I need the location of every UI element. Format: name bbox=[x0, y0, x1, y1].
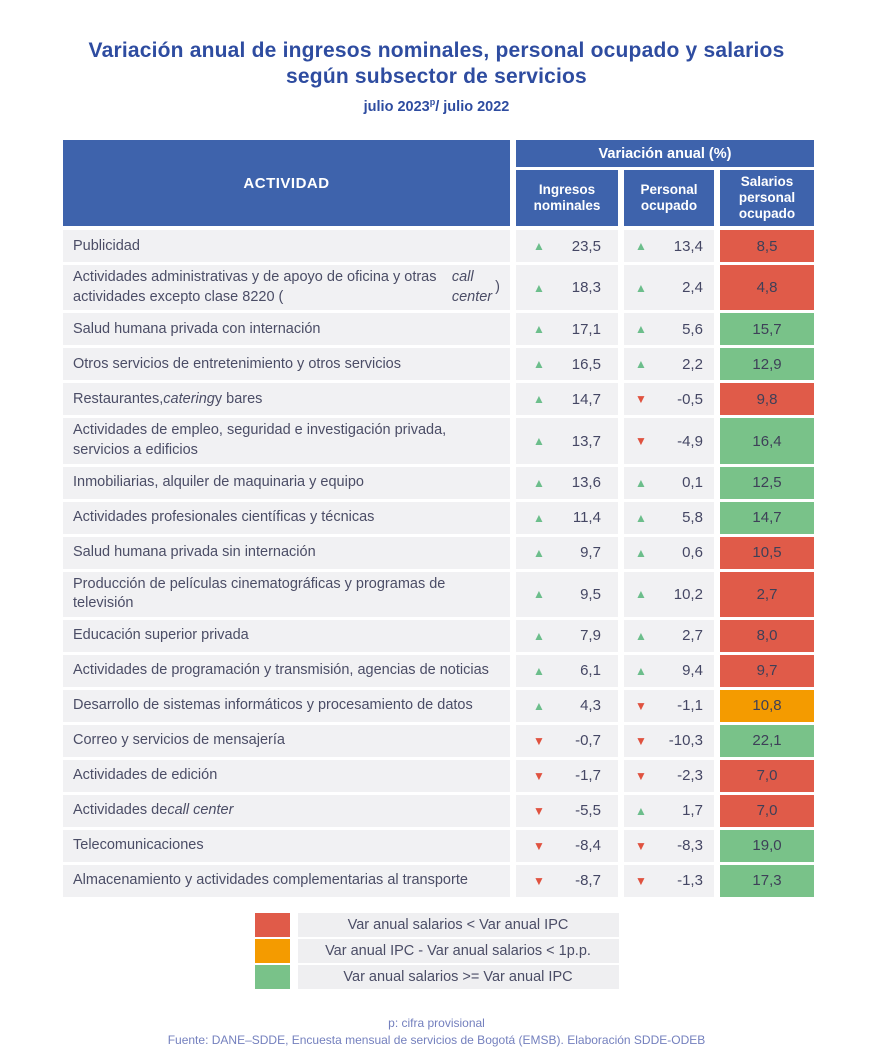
salarios-value: 22,1 bbox=[752, 732, 782, 750]
salarios-value: 8,5 bbox=[756, 237, 778, 255]
provisional-superscript: p bbox=[429, 96, 436, 107]
salarios-value: 15,7 bbox=[752, 320, 782, 338]
variation-table bbox=[63, 140, 814, 896]
salarios-value: 9,7 bbox=[756, 662, 778, 680]
salarios-cell bbox=[720, 502, 814, 534]
table-header bbox=[63, 140, 814, 226]
personal-value: 10,2 bbox=[673, 585, 703, 603]
activity-cell bbox=[63, 865, 510, 897]
activity-cell bbox=[63, 572, 510, 617]
ingresos-cell bbox=[516, 348, 618, 380]
activity-text: Telecomunicaciones bbox=[73, 836, 204, 853]
ingresos-value: 13,7 bbox=[571, 432, 601, 450]
salarios-value: 7,0 bbox=[756, 802, 778, 820]
salarios-cell bbox=[720, 725, 814, 757]
ingresos-value: -1,7 bbox=[575, 767, 601, 785]
salarios-value: 7,0 bbox=[756, 767, 778, 785]
footer-source: Fuente: DANE–SDDE, Encuesta mensual de servicios de Bogotá (EMSB). Elaboración SDDE-ODEB bbox=[167, 1033, 706, 1048]
ingresos-cell bbox=[516, 418, 618, 463]
activity-text: Actividades profesionales científicas y técnicas bbox=[73, 508, 375, 525]
arrow-up-icon: ▲ bbox=[635, 510, 647, 525]
salarios-value: 2,7 bbox=[756, 585, 778, 603]
arrow-down-icon: ▼ bbox=[635, 838, 647, 853]
ingresos-cell bbox=[516, 537, 618, 569]
arrow-up-icon: ▲ bbox=[533, 322, 545, 337]
ingresos-value: 6,1 bbox=[580, 662, 601, 680]
arrow-up-icon: ▲ bbox=[533, 545, 545, 560]
ingresos-value: 18,3 bbox=[571, 279, 601, 297]
legend-red-swatch-icon bbox=[255, 913, 290, 937]
activity-text: Actividades de edición bbox=[73, 766, 218, 783]
salarios-value: 8,0 bbox=[756, 627, 778, 645]
personal-cell bbox=[624, 572, 714, 617]
ingresos-value: 23,5 bbox=[571, 237, 601, 255]
page-subtitle bbox=[0, 97, 873, 115]
personal-value: 0,1 bbox=[682, 474, 703, 492]
activity-cell bbox=[63, 620, 510, 652]
activity-text: Actividades administrativas y de apoyo de oficina y otras actividades excepto clase 8220 ( bbox=[73, 269, 437, 305]
ingresos-cell bbox=[516, 655, 618, 687]
subtitle-prefix: julio 2023 bbox=[363, 98, 430, 115]
activity-text: Salud humana privada con internación bbox=[73, 320, 321, 337]
ingresos-cell bbox=[516, 760, 618, 792]
arrow-up-icon: ▲ bbox=[533, 239, 545, 254]
personal-cell bbox=[624, 690, 714, 722]
activity-cell bbox=[63, 265, 510, 310]
ingresos-value: -8,4 bbox=[575, 837, 601, 855]
legend-item-near-ipc bbox=[255, 939, 619, 963]
column-header-salarios-personal-ocupado: Salarios personal ocupado bbox=[720, 170, 814, 226]
ingresos-value: 4,3 bbox=[580, 697, 601, 715]
personal-value: 5,8 bbox=[682, 509, 703, 527]
arrow-down-icon: ▼ bbox=[533, 768, 545, 783]
activity-text: Actividades de empleo, seguridad e investigación privada, servicios a edificios bbox=[73, 422, 447, 459]
personal-cell bbox=[624, 502, 714, 534]
arrow-up-icon: ▲ bbox=[533, 357, 545, 372]
arrow-down-icon: ▼ bbox=[635, 768, 647, 783]
activity-text: Almacenamiento y actividades complementarias al transporte bbox=[73, 871, 468, 888]
arrow-up-icon: ▲ bbox=[533, 698, 545, 713]
activity-text: Correo y servicios de mensajería bbox=[73, 731, 285, 748]
salarios-value: 12,5 bbox=[752, 474, 782, 492]
personal-cell bbox=[624, 795, 714, 827]
personal-value: 9,4 bbox=[682, 662, 703, 680]
activity-text: Restaurantes, bbox=[73, 390, 164, 407]
arrow-down-icon: ▼ bbox=[635, 392, 647, 407]
arrow-up-icon: ▲ bbox=[635, 280, 647, 295]
personal-value: 2,2 bbox=[682, 355, 703, 373]
ingresos-value: 16,5 bbox=[571, 355, 601, 373]
personal-cell bbox=[624, 313, 714, 345]
legend-item-above-ipc bbox=[255, 965, 619, 989]
ingresos-cell bbox=[516, 265, 618, 310]
ingresos-cell bbox=[516, 467, 618, 499]
ingresos-cell bbox=[516, 690, 618, 722]
activity-text: Salud humana privada sin internación bbox=[73, 543, 316, 560]
arrow-down-icon: ▼ bbox=[635, 698, 647, 713]
personal-cell bbox=[624, 265, 714, 310]
salarios-value: 12,9 bbox=[752, 355, 782, 373]
activity-cell bbox=[63, 655, 510, 687]
salarios-cell bbox=[720, 265, 814, 310]
ingresos-cell bbox=[516, 572, 618, 617]
activity-text: Educación superior privada bbox=[73, 626, 249, 643]
salarios-cell bbox=[720, 313, 814, 345]
salarios-cell bbox=[720, 760, 814, 792]
salarios-cell bbox=[720, 865, 814, 897]
personal-cell bbox=[624, 725, 714, 757]
arrow-up-icon: ▲ bbox=[533, 280, 545, 295]
personal-cell bbox=[624, 865, 714, 897]
arrow-up-icon: ▲ bbox=[635, 587, 647, 602]
arrow-up-icon: ▲ bbox=[635, 628, 647, 643]
arrow-up-icon: ▲ bbox=[533, 434, 545, 449]
column-header-personal-ocupado: Personal ocupado bbox=[624, 170, 714, 226]
activity-cell bbox=[63, 383, 510, 415]
activity-text: Producción de películas cinematográficas y programas de televisión bbox=[73, 575, 446, 612]
arrow-down-icon: ▼ bbox=[635, 733, 647, 748]
page-title-line2: según subsector de servicios bbox=[286, 65, 587, 89]
personal-cell bbox=[624, 760, 714, 792]
salarios-cell bbox=[720, 655, 814, 687]
salarios-cell bbox=[720, 467, 814, 499]
activity-text: Inmobiliarias, alquiler de maquinaria y equipo bbox=[73, 473, 364, 490]
activity-text-italic: call center bbox=[167, 801, 234, 818]
salarios-value: 10,5 bbox=[752, 544, 782, 562]
arrow-down-icon: ▼ bbox=[635, 873, 647, 888]
ingresos-value: 9,5 bbox=[580, 585, 601, 603]
personal-value: 2,4 bbox=[682, 279, 703, 297]
activity-cell bbox=[63, 537, 510, 569]
personal-cell bbox=[624, 655, 714, 687]
salarios-value: 4,8 bbox=[756, 279, 778, 297]
activity-cell bbox=[63, 760, 510, 792]
ingresos-value: 13,6 bbox=[571, 474, 601, 492]
personal-cell bbox=[624, 418, 714, 463]
salarios-value: 14,7 bbox=[752, 509, 782, 527]
ingresos-value: 17,1 bbox=[571, 320, 601, 338]
personal-value: -2,3 bbox=[677, 767, 703, 785]
arrow-up-icon: ▲ bbox=[635, 663, 647, 678]
salarios-cell bbox=[720, 572, 814, 617]
personal-value: 0,6 bbox=[682, 544, 703, 562]
salarios-cell bbox=[720, 795, 814, 827]
legend-label: Var anual salarios >= Var anual IPC bbox=[298, 965, 619, 989]
salarios-value: 19,0 bbox=[752, 837, 782, 855]
ingresos-cell bbox=[516, 725, 618, 757]
salarios-cell bbox=[720, 230, 814, 262]
salarios-cell bbox=[720, 690, 814, 722]
personal-value: -10,3 bbox=[668, 732, 703, 750]
activity-text: Publicidad bbox=[73, 237, 140, 254]
arrow-down-icon: ▼ bbox=[533, 803, 545, 818]
arrow-up-icon: ▲ bbox=[635, 803, 647, 818]
activity-text: Desarrollo de sistemas informáticos y procesamiento de datos bbox=[73, 696, 473, 713]
salarios-cell bbox=[720, 620, 814, 652]
personal-cell bbox=[624, 537, 714, 569]
activity-cell bbox=[63, 467, 510, 499]
activity-text: Otros servicios de entretenimiento y otros servicios bbox=[73, 355, 401, 372]
personal-value: -8,3 bbox=[677, 837, 703, 855]
ingresos-value: 11,4 bbox=[572, 509, 601, 527]
ingresos-value: -8,7 bbox=[575, 872, 601, 890]
arrow-up-icon: ▲ bbox=[533, 510, 545, 525]
activity-cell bbox=[63, 830, 510, 862]
activity-cell bbox=[63, 690, 510, 722]
footer bbox=[0, 1015, 873, 1049]
column-header-actividad: ACTIVIDAD bbox=[63, 140, 510, 226]
activity-cell bbox=[63, 348, 510, 380]
arrow-down-icon: ▼ bbox=[533, 838, 545, 853]
activity-text: Actividades de bbox=[73, 801, 168, 818]
arrow-down-icon: ▼ bbox=[533, 733, 545, 748]
activity-cell bbox=[63, 725, 510, 757]
personal-value: 2,7 bbox=[682, 627, 703, 645]
arrow-up-icon: ▲ bbox=[533, 475, 545, 490]
activity-cell bbox=[63, 418, 510, 463]
legend-label: Var anual salarios < Var anual IPC bbox=[298, 913, 619, 937]
arrow-up-icon: ▲ bbox=[635, 322, 647, 337]
table-body bbox=[63, 230, 814, 896]
activity-text: Actividades de programación y transmisión, agencias de noticias bbox=[73, 661, 489, 678]
legend bbox=[255, 913, 619, 989]
salarios-value: 16,4 bbox=[752, 432, 782, 450]
salarios-cell bbox=[720, 383, 814, 415]
ingresos-value: -0,7 bbox=[575, 732, 601, 750]
footer-note: p: cifra provisional bbox=[388, 1015, 485, 1030]
legend-orange-swatch-icon bbox=[255, 939, 290, 963]
arrow-up-icon: ▲ bbox=[635, 357, 647, 372]
personal-value: -1,1 bbox=[677, 697, 703, 715]
ingresos-cell bbox=[516, 502, 618, 534]
personal-value: 1,7 bbox=[682, 802, 703, 820]
personal-cell bbox=[624, 230, 714, 262]
personal-value: 13,4 bbox=[673, 237, 703, 255]
activity-text-italic: call center bbox=[451, 269, 493, 305]
salarios-cell bbox=[720, 418, 814, 463]
personal-cell bbox=[624, 620, 714, 652]
salarios-cell bbox=[720, 830, 814, 862]
personal-value: 5,6 bbox=[682, 320, 703, 338]
page-title-line1: Variación anual de ingresos nominales, personal ocupado y salarios bbox=[88, 39, 785, 62]
ingresos-cell bbox=[516, 865, 618, 897]
arrow-down-icon: ▼ bbox=[533, 873, 545, 888]
arrow-down-icon: ▼ bbox=[635, 434, 647, 449]
arrow-up-icon: ▲ bbox=[533, 628, 545, 643]
arrow-up-icon: ▲ bbox=[635, 545, 647, 560]
ingresos-value: -5,5 bbox=[575, 802, 601, 820]
personal-cell bbox=[624, 383, 714, 415]
salarios-value: 9,8 bbox=[756, 390, 778, 408]
ingresos-cell bbox=[516, 230, 618, 262]
arrow-up-icon: ▲ bbox=[533, 587, 545, 602]
activity-cell bbox=[63, 230, 510, 262]
ingresos-cell bbox=[516, 830, 618, 862]
ingresos-cell bbox=[516, 383, 618, 415]
salarios-cell bbox=[720, 537, 814, 569]
ingresos-value: 14,7 bbox=[571, 390, 601, 408]
legend-item-below-ipc bbox=[255, 913, 619, 937]
ingresos-cell bbox=[516, 620, 618, 652]
arrow-up-icon: ▲ bbox=[533, 392, 545, 407]
personal-value: -1,3 bbox=[677, 872, 703, 890]
legend-green-swatch-icon bbox=[255, 965, 290, 989]
personal-value: -4,9 bbox=[677, 432, 703, 450]
arrow-up-icon: ▲ bbox=[635, 239, 647, 254]
activity-text: ) bbox=[495, 279, 500, 296]
salarios-value: 17,3 bbox=[752, 872, 782, 890]
ingresos-value: 7,9 bbox=[580, 627, 601, 645]
activity-cell bbox=[63, 795, 510, 827]
column-header-ingresos-nominales: Ingresos nominales bbox=[516, 170, 618, 226]
activity-cell bbox=[63, 502, 510, 534]
ingresos-cell bbox=[516, 795, 618, 827]
personal-value: -0,5 bbox=[677, 390, 703, 408]
arrow-up-icon: ▲ bbox=[635, 475, 647, 490]
personal-cell bbox=[624, 830, 714, 862]
salarios-value: 10,8 bbox=[752, 697, 782, 715]
ingresos-cell bbox=[516, 313, 618, 345]
personal-cell bbox=[624, 348, 714, 380]
title-block bbox=[0, 0, 873, 114]
activity-cell bbox=[63, 313, 510, 345]
ingresos-value: 9,7 bbox=[580, 544, 601, 562]
legend-label: Var anual IPC - Var anual salarios < 1p.p. bbox=[298, 939, 619, 963]
activity-text: y bares bbox=[214, 390, 263, 407]
activity-text-italic: catering bbox=[163, 390, 215, 407]
arrow-up-icon: ▲ bbox=[533, 663, 545, 678]
personal-cell bbox=[624, 467, 714, 499]
column-group-header-variacion-anual: Variación anual (%) bbox=[516, 140, 814, 167]
subtitle-suffix: / julio 2022 bbox=[435, 98, 510, 115]
salarios-cell bbox=[720, 348, 814, 380]
